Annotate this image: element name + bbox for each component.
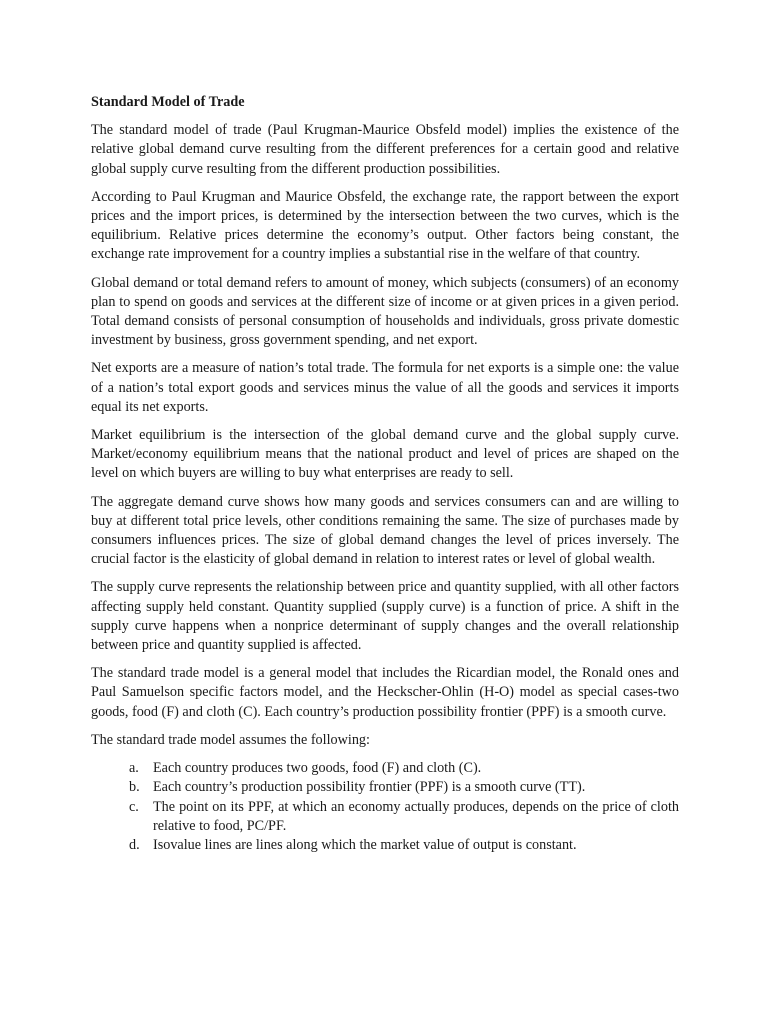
- list-item: [129, 759, 679, 778]
- document-title: Standard Model of Trade: [91, 94, 245, 110]
- list-marker: d.: [129, 836, 140, 853]
- paragraph-4: Net exports are a measure of nation’s total trade. The formula for net exports is a simple one: the value of a nation’s total export goods and services minus the value of all the goods and services it imports equal its net exports.: [91, 360, 679, 415]
- paragraph-1: The standard model of trade (Paul Krugman-Maurice Obsfeld model) implies the existence of the relative global demand curve resulting from the different preferences for a certain good and relative global supply curve resulting from the different production possibilities.: [91, 122, 679, 177]
- list-item-text: The point on its PPF, at which an economy actually produces, depends on the price of cloth relative to food, PC/PF.: [153, 798, 679, 834]
- list-marker: a.: [129, 760, 139, 777]
- document-page: [91, 93, 679, 855]
- list-marker: c.: [129, 798, 139, 815]
- paragraph-9: The standard trade model assumes the following:: [91, 731, 370, 748]
- list-marker: b.: [129, 779, 140, 796]
- assumptions-list: [91, 759, 679, 855]
- list-item: [129, 798, 679, 836]
- list-item-text: Isovalue lines are lines along which the market value of output is constant.: [153, 836, 577, 853]
- paragraph-7: The supply curve represents the relationship between price and quantity supplied, with all other factors affecting supply held constant. Quantity supplied (supply curve) is a function of price. A shift in the supply curve happens when a nonprice determinant of supply changes and the overall relationship between price and quantity supplied is affected.: [91, 579, 679, 654]
- list-item: [129, 778, 679, 797]
- list-item: [129, 836, 679, 855]
- paragraph-6: The aggregate demand curve shows how many goods and services consumers can and are willing to buy at different total price levels, other conditions remaining the same. The size of purchases made by consumers influences prices. The size of global demand changes the level of prices inversely. The crucial factor is the elasticity of global demand in relation to interest rates or level of global wealth.: [91, 493, 679, 568]
- paragraph-2: According to Paul Krugman and Maurice Obsfeld, the exchange rate, the rapport between the export prices and the import prices, is determined by the intersection between the two curves, which is the equilibrium. Relative prices determine the economy’s output. Other factors being constant, the exchange rate improvement for a country implies a substantial rise in the welfare of that country.: [91, 188, 679, 263]
- list-item-text: Each country produces two goods, food (F) and cloth (C).: [153, 760, 482, 777]
- paragraph-8: The standard trade model is a general model that includes the Ricardian model, the Ronald ones and Paul Samuelson specific factors model, and the Heckscher-Ohlin (H-O) model as special cases-two goods, food (F) and cloth (C). Each country’s production possibility frontier (PPF) is a smooth curve.: [91, 665, 679, 720]
- paragraph-3: Global demand or total demand refers to amount of money, which subjects (consumers) of an economy plan to spend on goods and services at the different size of income or at given prices in a given period. Total demand consists of personal consumption of households and individuals, gross private domestic investment by business, gross government spending, and net export.: [91, 274, 679, 349]
- list-item-text: Each country’s production possibility frontier (PPF) is a smooth curve (TT).: [153, 779, 586, 796]
- paragraph-5: Market equilibrium is the intersection of the global demand curve and the global supply curve. Market/economy equilibrium means that the national product and level of prices are shaped on the level on which buyers are willing to buy what enterprises are ready to sell.: [91, 427, 679, 482]
